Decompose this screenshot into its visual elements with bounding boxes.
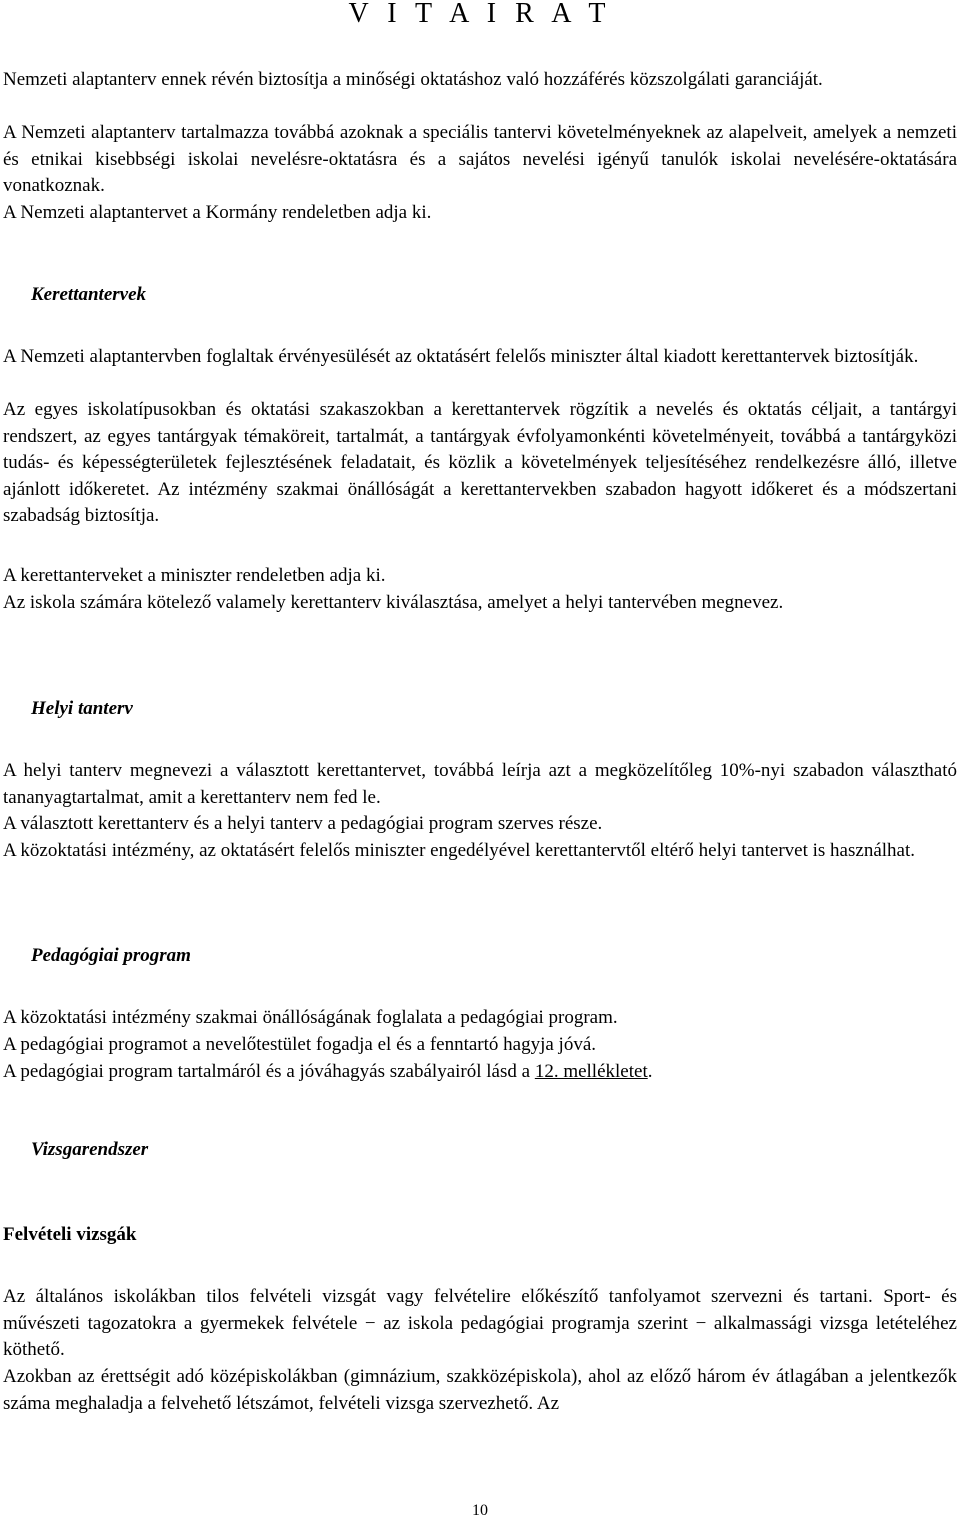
pedagogiai-program-paragraph-2: A pedagógiai programot a nevelőtestület fogadja el és a fenntartó hagyja jóvá.: [3, 1034, 597, 1055]
section-heading-kerettantervek: Kerettantervek: [31, 284, 147, 305]
vizsgarendszer-paragraph-1: Az általános iskolákban tilos felvételi vizsgát vagy felvételire előkészítő tanfolyamot szervezni és tartani. Sport- és művészeti tagozatokra a gyermekek felvétele − az iskola pedagógiai programja szerint − alkalmassági vizsga letételéhez köthető.: [3, 1286, 957, 1360]
kerettantervek-paragraph-2: Az egyes iskolatípusokban és oktatási szakaszokban a kerettantervek rögzítik a nevelés és oktatás céljait, a tantárgyi rendszert, az egyes tantárgyak témaköreit, tartalmát, a tantárgyak évfolyamonkénti követelményeit, továbbá a tantárgyközi tudás- és képességterületek fejlesztésének feladatait, és közlik a követelmények teljesítéséhez rendelkezésre álló, illetve ajánlott időkeretet. Az intézmény szakmai önállóságát a kerettantervekben szabadon hagyott időkeret és a módszertani szabadság biztosítja.: [3, 399, 957, 526]
pedagogiai-program-text-before-link: A pedagógiai program tartalmáról és a jóváhagyás szabályairól lásd a: [3, 1061, 535, 1082]
kerettantervek-paragraph-3: A kerettanterveket a miniszter rendeletben adja ki.: [3, 565, 386, 586]
appendix-12-link[interactable]: 12. mellékletet: [534, 1061, 648, 1082]
intro-paragraph-2: A Nemzeti alaptanterv tartalmazza továbbá azoknak a speciális tantervi követelményeknek az alapelveit, amelyek a nemzeti és etnikai kisebbségi iskolai nevelésre-oktatásra és a sajátos nevelési igényű tanulók iskolai nevelésére-oktatására vonatkoznak.: [3, 122, 957, 196]
kerettantervek-paragraph-1: A Nemzeti alaptantervben foglaltak érvényesülését az oktatásért felelős miniszter által kiadott kerettantervek biztosítják.: [3, 346, 919, 367]
helyi-tanterv-paragraph-2: A választott kerettanterv és a helyi tanterv a pedagógiai program szerves része.: [3, 813, 603, 834]
pedagogiai-program-paragraph-1: A közoktatási intézmény szakmai önállóságának foglalata a pedagógiai program.: [3, 1007, 618, 1028]
kerettantervek-paragraph-4: Az iskola számára kötelező valamely kerettanterv kiválasztása, amelyet a helyi tantervében megnevez.: [3, 592, 784, 613]
section-heading-vizsgarendszer: Vizsgarendszer: [31, 1139, 149, 1160]
section-heading-helyi-tanterv: Helyi tanterv: [31, 698, 133, 719]
subheading-felveteli-vizsgak: Felvételi vizsgák: [3, 1224, 137, 1245]
document-title: V I T A I R A T: [348, 0, 612, 29]
pedagogiai-program-text-after-link: .: [647, 1061, 653, 1082]
helyi-tanterv-paragraph-1: A helyi tanterv megnevezi a választott kerettantervet, továbbá leírja azt a megközelítőleg 10%-nyi szabadon választható tananyagtartalmat, amit a kerettanterv nem fed le.: [3, 760, 957, 808]
page-number: 10: [472, 1502, 488, 1519]
intro-paragraph-3: A Nemzeti alaptantervet a Kormány rendeletben adja ki.: [3, 202, 432, 223]
helyi-tanterv-paragraph-3: A közoktatási intézmény, az oktatásért felelős miniszter engedélyével kerettantervtől eltérő helyi tantervet is használhat.: [3, 840, 915, 861]
vizsgarendszer-paragraph-2: Azokban az érettségit adó középiskolákban (gimnázium, szakközépiskola), ahol az előző három év átlagában a jelentkezők száma meghaladja a felvehető létszámot, felvételi vizsga szervezhető. Az: [3, 1366, 957, 1414]
section-heading-pedagogiai-program: Pedagógiai program: [31, 945, 191, 966]
intro-paragraph-1: Nemzeti alaptanterv ennek révén biztosítja a minőségi oktatáshoz való hozzáférés közszolgálati garanciáját.: [3, 69, 823, 90]
pedagogiai-program-paragraph-3: [3, 1059, 957, 1086]
